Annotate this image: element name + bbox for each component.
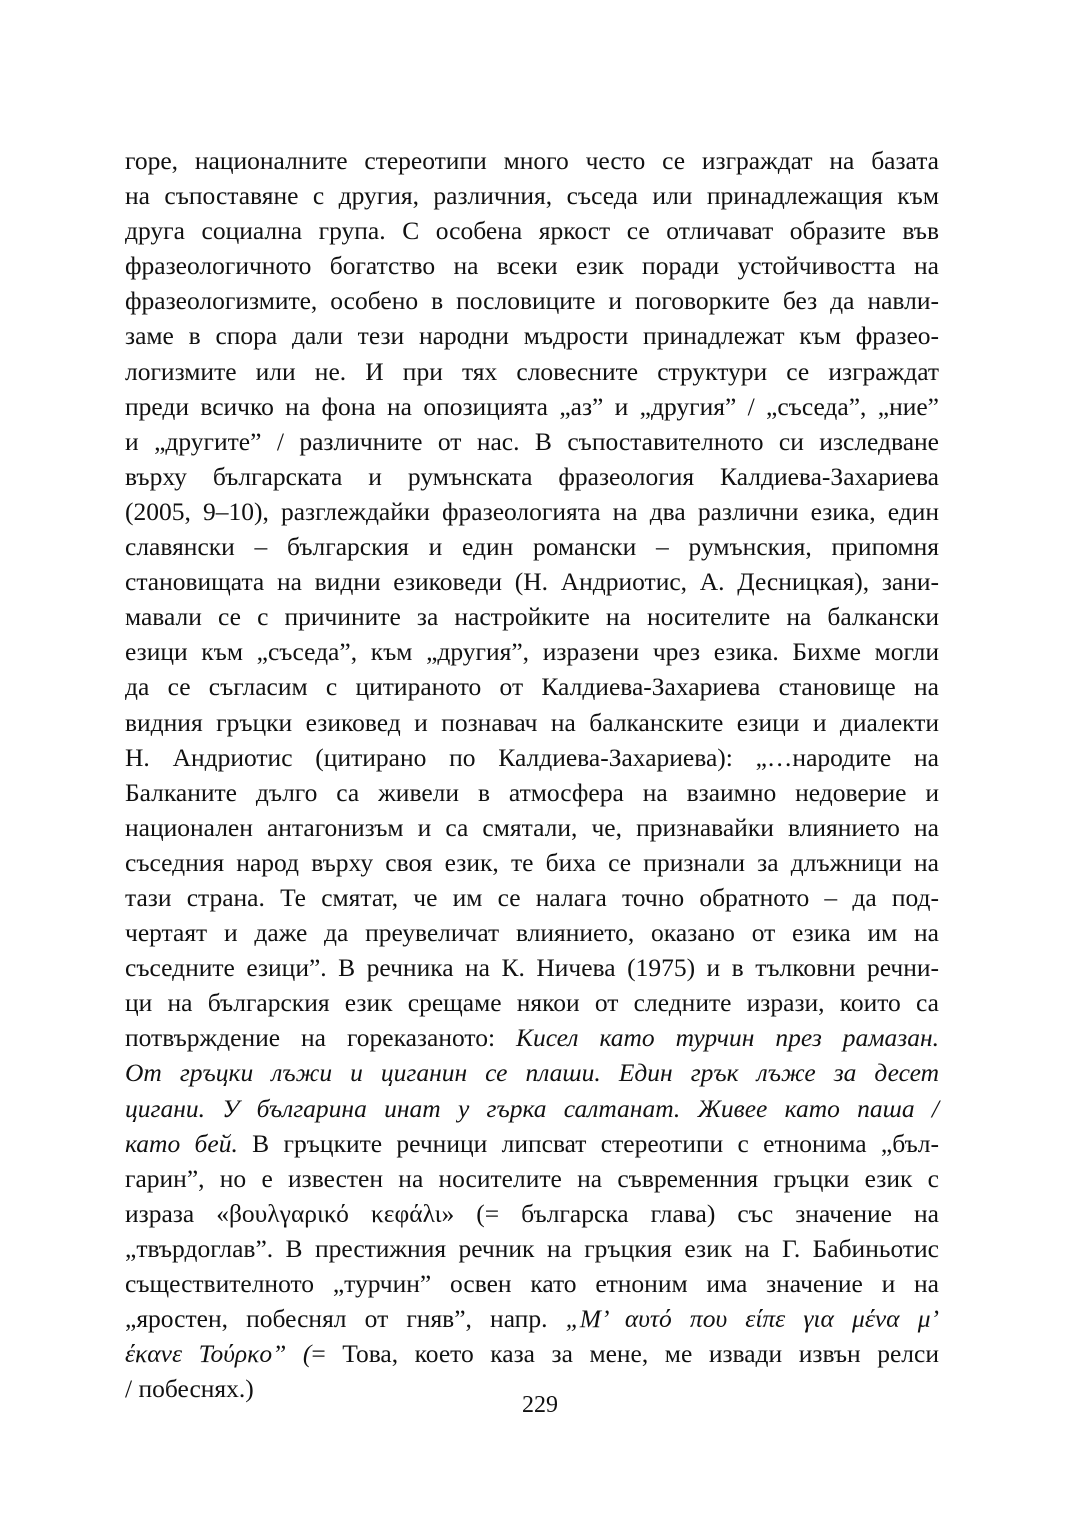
text-run: видния гръцки езиковед и познавач на балканските езици и диалекти [125, 707, 939, 737]
text-line [125, 880, 939, 915]
text-run: Балканите дълго са живели в атмосфера на взаимно недоверие и [125, 777, 939, 807]
page-number: 229 [522, 1392, 558, 1418]
text-line [125, 1055, 939, 1090]
text-line [125, 1336, 939, 1371]
text-line [125, 705, 939, 740]
text-run: съседния народ върху своя език, те биха се признали за длъжници на [125, 847, 939, 877]
text-line [125, 424, 939, 459]
text-line [125, 740, 939, 775]
text-run: гарин”, но е известен на носителите на съвременния гръцки език с [125, 1163, 939, 1193]
text-run: (2005, 9–10), разглеждайки фразеологията на два различни езика, един [125, 496, 939, 526]
text-line [125, 599, 939, 634]
text-line [125, 143, 939, 178]
text-run: преди всичко на фона на опозицията „аз” и „другия” / „съседа”, „ние” [125, 391, 939, 421]
text-line [125, 1266, 939, 1301]
text-run: ци на българския език срещаме някои от следните изрази, които са [125, 988, 939, 1018]
italic-text-run: „Μ’ αυτό που είπε για μένα μ’ [565, 1304, 939, 1334]
text-line [125, 283, 939, 318]
text-run: чертаят и даже да преувеличат влиянието, оказано от езика им на [125, 918, 939, 948]
text-run: да се съгласим с цитираното от Калдиева-Захариева становище на [125, 672, 939, 702]
text-line [125, 213, 939, 248]
text-run: В гръцките речници липсват стереотипи с етнонима „бъл- [237, 1128, 939, 1158]
text-run: съседните езици”. В речника на К. Ничева (1975) и в тълковни речни- [125, 953, 939, 983]
text-line [125, 1020, 939, 1055]
text-run: фразеологизмите, особено в пословиците и поговорките без да навли- [125, 286, 939, 316]
text-run: „твърдоглав”. В престижния речник на гръцкия език на Г. Бабиньотис [125, 1233, 939, 1263]
text-run: „яростен, побеснял от гняв”, напр. [125, 1304, 566, 1334]
text-line [125, 354, 939, 389]
text-line [125, 1231, 939, 1266]
text-run: съществителното „турчин” освен като етноним има значение и на [125, 1269, 939, 1298]
text-run: = Това, което каза за мене, ме извади извън релси [311, 1339, 939, 1369]
text-run: мавали се с причините за настройките на носителите на балкански [125, 602, 939, 632]
text-run: на съпоставяне с другия, различния, съседа или принадлежащия към [125, 181, 939, 211]
text-run: становищата на видни езиковеди (Н. Андриотис, А. Десницкая), зани- [125, 567, 939, 597]
italic-text-run: като бей. [125, 1128, 238, 1158]
text-run: славянски – българския и един романски – румънския, припомня [125, 532, 939, 562]
text-line [125, 1301, 939, 1336]
text-run: потвърждение на гореказаното: [125, 1023, 517, 1053]
text-line [125, 494, 939, 529]
text-line [125, 318, 939, 353]
text-run: върху българската и румънската фразеология Калдиева-Захариева [125, 461, 939, 491]
text-line [125, 1161, 939, 1196]
italic-text-run: Кисел като турчин през рамазан. [516, 1023, 939, 1053]
text-line [125, 1126, 939, 1161]
text-run: национален антагонизъм и са смятали, че, признавайки влиянието на [125, 812, 939, 842]
text-line [125, 389, 939, 424]
text-run: тази страна. Те смятат, че им се налага точно обратното – да под- [125, 882, 939, 912]
italic-text-run: От гръцки лъжи и циганин се плаши. Един грък лъже за десет [125, 1058, 939, 1088]
text-run: / побеснях.) [125, 1374, 254, 1404]
text-line [125, 845, 939, 880]
italic-text-run: цигани. У българина инат у гърка салтанат. Живее като паша / [125, 1093, 939, 1123]
text-run: фразеологичното богатство на всеки език поради устойчивостта на [125, 251, 939, 281]
text-line [125, 915, 939, 950]
text-line [125, 1196, 939, 1231]
text-line [125, 810, 939, 845]
text-line [125, 529, 939, 564]
text-line [125, 1091, 939, 1126]
text-run: горе, националните стереотипи много често се изграждат на базата [125, 146, 939, 175]
body-paragraph [125, 143, 939, 1406]
italic-text-run: έκανε Τούρκο” ( [125, 1339, 312, 1369]
text-line [125, 669, 939, 704]
text-line [125, 248, 939, 283]
text-run: логизмите или не. И при тях словесните структури се изграждат [125, 356, 939, 386]
text-line [125, 950, 939, 985]
text-run: Н. Андриотис (цитирано по Калдиева-Захариева): „…народите на [125, 742, 939, 772]
text-line [125, 178, 939, 213]
text-line [125, 459, 939, 494]
text-line [125, 775, 939, 810]
text-run: езици към „съседа”, към „другия”, изразени чрез езика. Бихме могли [125, 637, 939, 667]
text-run: израза «βουλγαρικό κεφάλι» (= българска глава) със значение на [125, 1198, 939, 1228]
text-run: и „другите” / различните от нас. В съпоставителното си изследване [125, 426, 939, 456]
text-run: заме в спора дали тези народни мъдрости принадлежат към фразео- [125, 321, 939, 351]
text-line [125, 564, 939, 599]
text-line [125, 634, 939, 669]
text-run: друга социална група. С особена яркост се отличават образите във [125, 216, 939, 246]
text-line [125, 985, 939, 1020]
